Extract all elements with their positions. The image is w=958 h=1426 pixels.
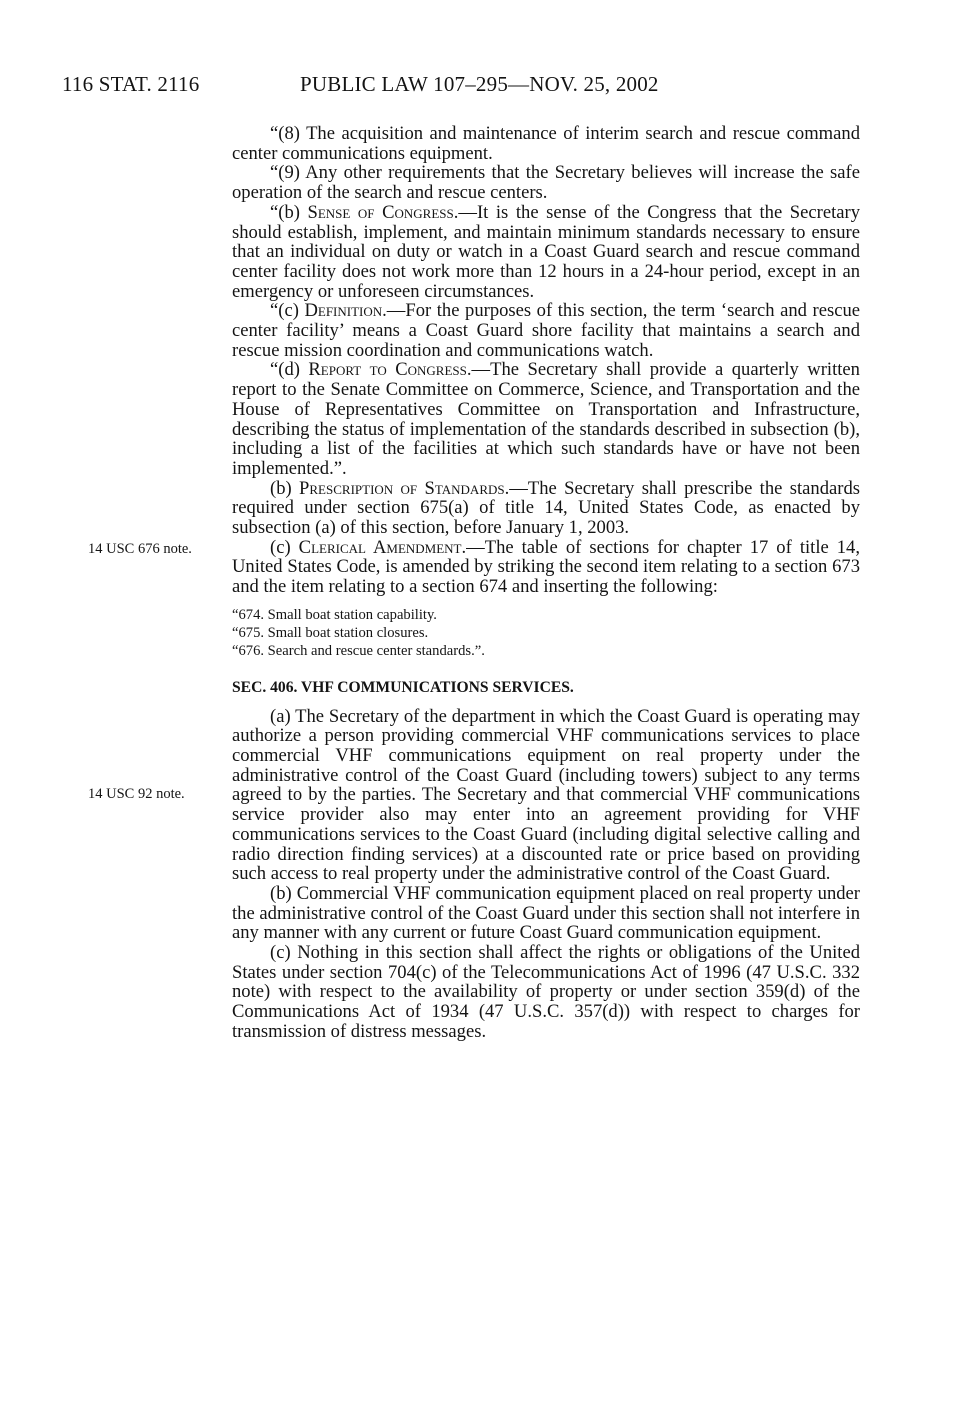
page-header: [62, 72, 862, 104]
section-406-heading: SEC. 406. VHF COMMUNICATIONS SERVICES.: [232, 678, 574, 696]
paragraph-c-open: “(c): [270, 300, 305, 322]
section-406-b: (b) Commercial VHF communication equipment placed on real property under the administrative control of the Coast Guard under this section shall not interfere in any manner with any current or future Coast Guard communication equipment.: [232, 882, 860, 944]
spacer: [232, 660, 860, 678]
paragraph-b-open: “(b): [270, 201, 308, 223]
paragraph-b-heading: Sense of Congress.: [307, 201, 459, 223]
statute-page-number: 116 STAT. 2116: [62, 72, 200, 96]
toc-item: “674. Small boat station capability.: [232, 606, 437, 623]
paragraph-d-open: “(d): [270, 359, 309, 381]
margin-note-usc-676: 14 USC 676 note.: [88, 541, 192, 557]
paragraph-b-text: —It is the sense of the Congress that the Secretary should establish, implement, and maintain minimum standards necessary to ensure that an individual on duty or watch in a Coast Guard search and rescue command center facility does not work more than 12 hours in a 24-hour period, except in an emergency or unforeseen circumstances.: [232, 201, 860, 302]
paragraph-c-text: —For the purposes of this section, the term ‘search and rescue center facility’ means a Coast Guard shore facility that maintains a search and rescue mission coordination and communications watch.: [232, 300, 860, 361]
subsection-c-clerical: [232, 538, 860, 597]
paragraph-8: “(8) The acquisition and maintenance of interim search and rescue command center communications equipment.: [232, 123, 860, 164]
section-406-c: (c) Nothing in this section shall affect the rights or obligations of the United States under section 704(c) of the Telecommunications Act of 1996 (47 U.S.C. 332 note) with respect to the availability of property or under section 359(d) of the Communications Act of 1934 (47 U.S.C. 357(d)) with respect to charges for transmission of distress messages.: [232, 942, 860, 1042]
paragraph-d-report: [232, 360, 860, 478]
public-law-title: PUBLIC LAW 107–295—NOV. 25, 2002: [300, 72, 659, 96]
body-text-column: [232, 124, 860, 1042]
subsection-c-open: (c): [270, 536, 299, 558]
toc-item: “675. Small boat station closures.: [232, 624, 429, 641]
toc-item: “676. Search and rescue center standards.”.: [232, 642, 485, 659]
paragraph-9: “(9) Any other requirements that the Secretary believes will increase the safe operation of the search and rescue centers.: [232, 162, 860, 204]
margin-note-usc-92: 14 USC 92 note.: [88, 786, 185, 802]
subsection-b-prescription: [232, 479, 860, 538]
paragraph-c-definition: [232, 301, 860, 360]
spacer: [232, 597, 860, 606]
subsection-c-text: —The table of sections for chapter 17 of title 14, United States Code, is amended by striking the second item relating to a section 673 and the item relating to a section 674 and inserting the following:: [232, 536, 860, 598]
subsection-c-heading: Clerical Amendment.: [298, 536, 467, 558]
table-of-sections: [232, 606, 860, 660]
paragraph-d-heading: Report to Congress.: [308, 359, 472, 381]
section-406-a: (a) The Secretary of the department in which the Coast Guard is operating may authorize a person providing commercial VHF communications services to place commercial VHF communications equipment on real property under the administrative control of the Coast Guard (including towers) subject to any terms agreed to by the parties. The Secretary and that commercial VHF communications service provider also may enter into an agreement providing for VHF communications services to the Coast Guard (including digital selective calling and radio direction finding services) at a discounted rate or price based on providing such access to real property under the administrative control of the Coast Guard.: [232, 705, 860, 885]
subsection-b-open: (b): [270, 477, 300, 499]
paragraph-d-text: —The Secretary shall provide a quarterly written report to the Senate Committee on Commerce, Science, and Transportation and the House of Representatives Committee on Transportation and Infrastructure, describing the status of implementation of the standards described in subsection (b), including a list of the facilities at which such standards have or have not been implemented.”.: [232, 359, 860, 479]
subsection-b-text: —The Secretary shall prescribe the standards required under section 675(a) of title 14, United States Code, as enacted by subsection (a) of this section, before January 1, 2003.: [232, 477, 860, 539]
paragraph-c-heading: Definition.: [304, 300, 387, 322]
paragraph-b-sense-of-congress: [232, 203, 860, 302]
subsection-b-heading: Prescription of Standards.: [299, 477, 510, 499]
